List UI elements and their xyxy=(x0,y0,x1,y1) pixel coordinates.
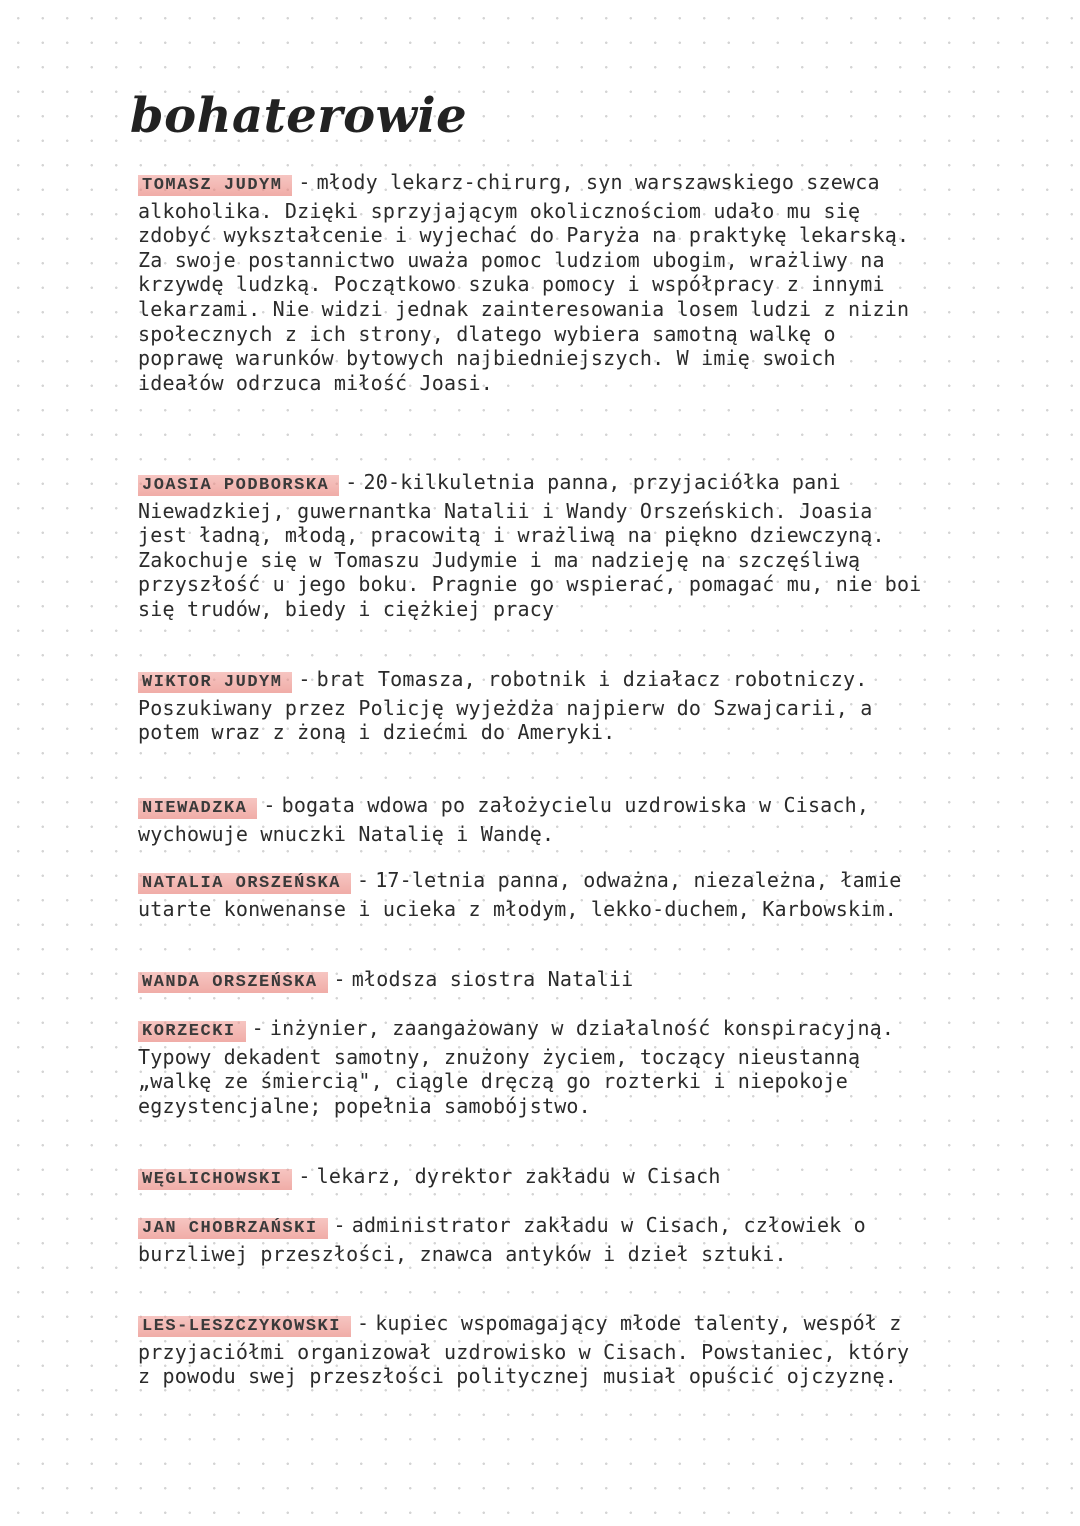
character-entry-jan-chobrzanski: JAN CHOBRZAŃSKI - administrator zakładu w Cisach, człowiek o burzliwej przeszłości, znawca antyków i dzieł sztuki. xyxy=(138,1213,866,1266)
character-description: kupiec wspomagający młode talenty, wespół z przyjaciółmi organizował uzdrowisko w Cisach. Powstaniec, który z powodu swej przeszłości politycznej musiał opuścić ojczyznę. xyxy=(138,1311,910,1389)
character-name: NIEWADZKA xyxy=(138,798,257,819)
character-name: KORZECKI xyxy=(138,1021,246,1042)
character-name: NATALIA ORSZEŃSKA xyxy=(138,873,351,894)
character-entry-natalia-orszenska: NATALIA ORSZEŃSKA - 17-letnia panna, odważna, niezależna, łamie utarte konwenanse i ucieka z młodym, lekko-duchem, Karbowskim. xyxy=(138,868,902,921)
character-description: młody lekarz-chirurg, syn warszawskiego szewca alkoholika. Dzięki sprzyjającym okolicznościom udało mu się zdobyć wykształcenie i wyjechać do Paryża na praktykę lekarską. Za swoje postannictwo uważa pomoc ludziom ubogim, wrażliwy na krzywdę ludzką. Początkowo szuka pomocy i współpracy z innymi lekarzami. Nie widzi jednak zainteresowania losem ludzi z nizin społecznych z ich strony, dlatego wybiera samotną walkę o poprawę warunków bytowych najbiedniejszych. W imię swoich ideałów odrzuca miłość Joasi. xyxy=(138,170,910,395)
character-entry-wanda-orszenska: WANDA ORSZEŃSKA - młodsza siostra Natalii xyxy=(138,967,928,996)
character-name: WIKTOR JUDYM xyxy=(138,672,292,693)
character-description: brat Tomasza, robotnik i działacz robotniczy. Poszukiwany przez Policję wyjeżdża najpierw do Szwajcarii, a potem wraz z żoną i dziećmi do Ameryki. xyxy=(138,667,873,745)
character-description: młodsza siostra Natalii xyxy=(351,967,634,991)
character-description: administrator zakładu w Cisach, człowiek o burzliwej przeszłości, znawca antyków i dzieł sztuki. xyxy=(138,1213,866,1266)
character-entry-les-leszczykowski: LES-LESZCZYKOWSKI - kupiec wspomagający młode talenty, wespół z przyjaciółmi organizował uzdrowisko w Cisach. Powstaniec, który z powodu swej przeszłości politycznej musiał opuścić ojczyznę. xyxy=(138,1311,910,1389)
character-description: lekarz, dyrektor zakładu w Cisach xyxy=(316,1164,721,1188)
character-description: bogata wdowa po założycielu uzdrowiska w Cisach, wychowuje wnuczki Natalię i Wandę. xyxy=(138,793,870,846)
character-name: WANDA ORSZEŃSKA xyxy=(138,972,328,993)
character-description: 17-letnia panna, odważna, niezależna, łamie utarte konwenanse i ucieka z młodym, lekko-duchem, Karbowskim. xyxy=(138,868,902,921)
page-title: bohaterowie xyxy=(130,88,468,144)
character-entry-joasia-podborska: JOASIA PODBORSKA - 20-kilkuletnia panna, przyjaciółka pani Niewadzkiej, guwernantka Natalii i Wandy Orszeńskich. Joasia jest ładną, młodą, pracowitą i wrażliwą na piękno dziewczyną. Zakochuje się w Tomaszu Judymie i ma nadzieję na szczęśliwą przyszłość u jego boku. Pragnie go wspierać, pomagać mu, nie boi się trudów, biedy i ciężkiej pracy xyxy=(138,470,922,621)
character-entry-wiktor-judym: WIKTOR JUDYM - brat Tomasza, robotnik i działacz robotniczy. Poszukiwany przez Policję wyjeżdża najpierw do Szwajcarii, a potem wraz z żoną i dziećmi do Ameryki. xyxy=(138,667,873,745)
character-entry-tomasz-judym: TOMASZ JUDYM - młody lekarz-chirurg, syn warszawskiego szewca alkoholika. Dzięki sprzyjającym okolicznościom udało mu się zdobyć wykształcenie i wyjechać do Paryża na praktykę lekarską. Za swoje postannictwo uważa pomoc ludziom ubogim, wrażliwy na krzywdę ludzką. Początkowo szuka pomocy i współpracy z innymi lekarzami. Nie widzi jednak zainteresowania losem ludzi z nizin społecznych z ich strony, dlatego wybiera samotną walkę o poprawę warunków bytowych najbiedniejszych. W imię swoich ideałów odrzuca miłość Joasi. xyxy=(138,170,910,395)
character-entry-niewadzka: NIEWADZKA - bogata wdowa po założycielu uzdrowiska w Cisach, wychowuje wnuczki Natalię i Wandę. xyxy=(138,793,870,846)
character-entry-weglichowski: WĘGLICHOWSKI - lekarz, dyrektor zakładu w Cisach xyxy=(138,1164,928,1193)
character-name: JAN CHOBRZAŃSKI xyxy=(138,1218,328,1239)
character-name: TOMASZ JUDYM xyxy=(138,175,292,196)
character-name: WĘGLICHOWSKI xyxy=(138,1169,292,1190)
character-entry-korzecki: KORZECKI - inżynier, zaangażowany w działalność konspiracyjną. Typowy dekadent samotny, znużony życiem, toczący nieustanną „walkę ze śmiercią", ciągle dręczą go rozterki i niepokoje egzystencjalne; popełnia samobójstwo. xyxy=(138,1016,895,1118)
character-name: JOASIA PODBORSKA xyxy=(138,475,339,496)
character-name: LES-LESZCZYKOWSKI xyxy=(138,1316,351,1337)
character-description: 20-kilkuletnia panna, przyjaciółka pani Niewadzkiej, guwernantka Natalii i Wandy Orszeńskich. Joasia jest ładną, młodą, pracowitą i wrażliwą na piękno dziewczyną. Zakochuje się w Tomaszu Judymie i ma nadzieję na szczęśliwą przyszłość u jego boku. Pragnie go wspierać, pomagać mu, nie boi się trudów, biedy i ciężkiej pracy xyxy=(138,470,922,621)
character-description: inżynier, zaangażowany w działalność konspiracyjną. Typowy dekadent samotny, znużony życiem, toczący nieustanną „walkę ze śmiercią", ciągle dręczą go rozterki i niepokoje egzystencjalne; popełnia samobójstwo. xyxy=(138,1016,895,1118)
